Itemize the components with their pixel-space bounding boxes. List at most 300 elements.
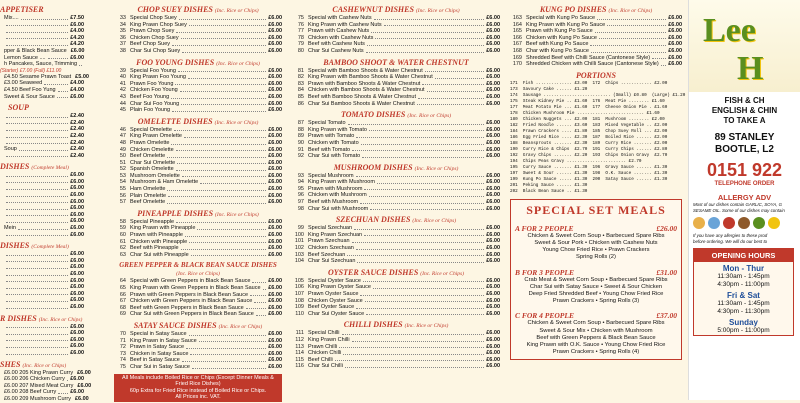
menu-item-name: Beef Chilli [308,356,333,363]
menu-item-name: Shredded Beef with Chilli Sauce (Cantonese Style) [526,54,651,61]
menu-item [292,147,500,154]
dot-leader [369,192,485,197]
set-meal-line: Prawn Crackers • Spring Rolls (3) [552,298,640,305]
menu-item-name: Ham Omelette [130,186,166,193]
menu-item-price: £6.00 [268,311,282,318]
menu-item-number: 75 [119,363,126,370]
menu-item-name: Spanish Omelette [130,166,174,173]
menu-item-price: £6.00 [486,258,500,265]
menu-item-number: 96 [297,192,304,199]
menu-item-price: £6.00 [486,87,500,94]
menu-item-name: Prawn Szechuan [308,238,350,245]
menu-item [0,73,89,81]
section-title-omelette: OMELETTE DISHES (Inc. Rice or Chips) [137,116,259,126]
menu-item-price: £4.00 [70,80,84,87]
menu-item [292,330,500,337]
menu-item-price: £6.00 [668,54,682,61]
menu-item [0,343,84,350]
dot-leader [182,173,266,178]
section-title-chilli: CHILLI DISHES (Inc. Rice or Chips) [343,320,449,330]
menu-item [510,41,682,48]
dot-leader [18,225,68,230]
menu-item-price: £4.20 [70,41,84,48]
set-meal-label: A FOR 2 PEOPLE [515,223,574,233]
menu-item-number: 36 [119,34,126,41]
menu-item-name: Prawn Omelette [130,139,170,146]
menu-item-name: Special Foo Young [130,67,176,74]
menu-item-name: Chicken Foo Young [130,87,178,94]
menu-item-name: Special with Cashew Nuts [308,15,372,21]
menu-item [114,81,282,88]
menu-item-number: 72 [119,344,126,351]
menu-item-number: 111 [295,330,304,337]
menu-item-price: £6.00 [70,389,84,396]
menu-item-name: King Prawn with Kung Po Sauce [526,21,606,28]
green-pepper-list [114,278,282,318]
menu-item-price: £6.00 [70,303,84,310]
menu-item [0,258,84,265]
menu-item-number: 65 [119,285,126,291]
portion-row: 202 Black Bean Sauce .. £1.30 [510,188,588,194]
menu-item [510,61,682,68]
menu-item [0,284,84,291]
dot-leader [377,179,484,184]
menu-item-number: 74 [119,357,126,364]
menu-item-name: Char Sui Szechuan [308,258,356,265]
menu-item-number: 48 [119,139,126,146]
menu-item-number: 92 [297,153,304,160]
menu-item [114,245,282,252]
menu-item-name: Prawn with Green Peppers in Black Bean Sauce [130,291,249,298]
menu-item-number: 35 [119,28,126,35]
allergy-icons [689,213,800,233]
menu-item [292,363,500,370]
dot-leader [192,364,266,369]
set-meal-header [515,311,677,320]
menu-item-name: £3.00 Seaweed [4,80,43,87]
menu-item-number: 90 [297,139,304,146]
menu-item-price: £6.00 [486,231,500,238]
menu-item-name: Chicken Szechuan [308,245,354,252]
dot-leader [189,331,267,336]
menu-item [292,28,500,35]
menu-item-number: 100 [294,231,304,238]
menu-item [0,41,84,48]
dot-leader [360,199,484,204]
menu-item-price: £6.00 [70,21,84,28]
logo-text-h: H [737,50,764,87]
menu-item-price: £6.00 [268,87,282,94]
phone-subtitle: TELEPHONE ORDER [714,181,775,187]
set-meal-line: Prawn Crackers • Spring Rolls (4) [552,349,640,356]
menu-item-price: £2.40 [70,126,84,133]
menu-item-number: 46 [119,126,126,133]
menu-item-price: £6.00 [268,153,282,160]
menu-item-number: 67 [119,298,126,305]
dot-leader [6,22,68,27]
menu-item-price: £6.00 [70,251,84,258]
dot-leader [352,147,484,152]
menu-item-name: Mushroom & Ham Omelette [130,179,199,186]
menu-item [114,133,282,140]
section-title-cashew: CASHEWNUT DISHES (Inc. Rice or Chips) [332,5,460,14]
menu-item-price: £6.00 [70,185,84,192]
dot-leader [335,357,484,362]
menu-item-number: 66 [119,291,126,298]
allergen-icon [693,217,705,229]
menu-item-name: King Prawn Foo Young [130,74,186,81]
dot-leader [6,212,68,217]
menu-item-name: Char Sui Bamboo Shoots & Water Chestnut [308,100,415,107]
menu-item-price: £6.00 [268,238,282,245]
menu-item-price: £6.00 [70,336,84,343]
dot-leader [6,199,68,204]
menu-item-number: 166 [512,34,522,41]
dot-leader [176,147,267,152]
menu-item [114,41,282,48]
menu-item-price: £6.00 [486,139,500,146]
menu-item-number: 116 [295,363,304,370]
dot-leader [6,153,68,158]
appetiser-note: (Starter) £7.00 (Full) £11.00 [0,67,62,74]
menu-item-price: £6.00 [486,153,500,160]
menu-item [292,192,500,199]
menu-item [114,166,282,173]
menu-item-number: 78 [297,34,304,41]
hours-time: 11:30am - 1:45pm [717,300,770,307]
menu-item-price: £6.00 [268,291,282,298]
dot-leader [366,48,485,53]
menu-item-price: £6.00 [486,350,500,357]
menu-item [292,15,500,22]
meals-footer-note [114,374,282,402]
menu-item-price: £6.00 [486,225,500,232]
cashew-list [292,15,500,55]
dot-leader [176,166,267,171]
dishes-list-2 [0,251,84,310]
menu-item-name: h Pancakes, Sauce, Trimming [4,61,78,68]
allergen-icon [708,217,720,229]
menu-item [114,199,282,206]
menu-item-name: Special Chop Suey [130,15,177,21]
menu-item-price: £6.00 [486,185,500,192]
menu-item-price: £6.00 [268,357,282,364]
menu-item [114,87,282,94]
menu-item-price: £6.00 [268,285,282,291]
section-title-portions: PORTIONS [575,70,616,80]
menu-item-price: £6.00 [268,350,282,357]
menu-item-number: 52 [119,166,126,173]
menu-item-name: Special in Satay Sauce [130,330,187,337]
menu-item-name: Prawn with Tomato [308,133,355,140]
menu-item-name: Chicken Omelette [130,146,174,153]
menu-item-number: 170 [512,61,522,68]
dot-leader [6,232,68,237]
menu-item-name: Beef with Green Peppers in Black Bean Sauce [130,304,244,311]
menu-item-number: 73 [119,350,126,357]
menu-item-price: £6.00 [70,343,84,350]
menu-item-price: £6.00 [268,232,282,239]
menu-item-number: 102 [294,245,304,252]
menu-item [292,120,500,127]
menu-item-price: £6.00 [74,395,89,402]
menu-item-name: Char Sui Foo Young [130,100,180,107]
menu-item-price: £6.00 [668,34,682,41]
menu-item [0,146,84,153]
dot-leader [347,252,484,257]
menu-item-name: Beef Omelette [130,199,166,206]
menu-item-name: Char Sui in Satay Sauce [130,363,190,370]
menu-item-number: 115 [295,356,304,363]
dot-leader [57,94,68,99]
menu-item [114,160,282,167]
dot-leader [6,343,68,348]
menu-item [292,81,500,88]
menu-item-name: Chicken with Mushroom [308,192,367,199]
section-title-mushroom: MUSHROOM DISHES (Inc. Rice or Chips) [333,162,459,172]
menu-item [0,291,84,298]
satay-list [114,331,282,371]
menu-item-price: £6.00 [486,284,500,291]
menu-item-number: 88 [297,126,304,133]
menu-item-number: 75 [297,15,304,21]
menu-item-number: 34 [119,21,126,28]
menu-item [292,298,500,305]
menu-item-number: 59 [119,225,126,232]
foo-young-list [114,68,282,114]
menu-item [114,239,282,246]
menu-item [0,48,84,55]
dot-leader [360,291,484,296]
dot-leader [250,292,266,297]
dot-leader [177,160,266,165]
section-title-foo-young: FOO YOUNG DISHES (Inc. Rice or Chips) [136,57,260,67]
menu-item [114,292,282,299]
set-meals-list [515,224,677,357]
menu-item-price: £6.00 [268,107,282,114]
menu-item-price: £6.00 [268,41,282,48]
footer-line-2: 60p Extra for Fried Rice instead of Boiled Rice or Chips. [129,387,267,394]
menu-item [0,153,84,160]
menu-item-price: £6.00 [486,205,500,212]
dot-leader [191,252,267,257]
menu-item [114,278,282,285]
menu-item-name: Special Omelette [130,126,172,133]
oyster-list [292,278,500,318]
menu-item-name: Char Sui with Pineapple [130,251,189,258]
allergy-title: ALLERGY ADV [717,193,772,202]
section-title-appetiser: APPETISER [0,5,44,14]
menu-item-name: Plain Omelette [130,192,167,199]
menu-item-number: 54 [119,179,126,186]
menu-item-name: King Prawn with Tomato [308,126,367,133]
dot-leader [339,344,484,349]
menu-item [0,61,84,68]
menu-item-price: £6.00 [70,323,84,330]
menu-item-name: Special Chilli [308,330,340,337]
menu-item-number: 57 [119,199,126,206]
set-meal-line: Sweet & Sour Mix • Chicken with Mushroom [539,327,653,334]
menu-item [292,238,500,245]
menu-item-number: 69 [119,311,126,318]
menu-item-price: £6.00 [268,166,282,173]
menu-item-price: £6.00 [268,192,282,199]
menu-item-price: £6.00 [70,330,84,337]
menu-item [0,251,84,258]
menu-item [0,382,92,390]
menu-item-name: Prawn in Satay Sauce [130,344,185,351]
menu-item [114,35,282,42]
dot-leader [252,278,266,283]
menu-item-number: 164 [512,21,522,28]
menu-item [114,140,282,147]
set-meal-line: Young Chow Fried Rice • Prawn Crackers [542,247,650,254]
dot-leader [181,35,267,40]
chop-suey-list [114,15,282,55]
menu-item-number: 104 [294,258,304,265]
menu-item-name: Char Sui with Mushroom [308,205,369,212]
logo-text-lee: Lee [703,12,756,49]
menu-item-number: 168 [512,47,522,54]
menu-item-price: £6.00 [70,54,84,61]
menu-item [114,22,282,29]
menu-item [292,140,500,147]
dot-leader [6,324,68,329]
dot-leader [597,15,666,20]
szechuan-list [292,225,500,265]
menu-item [114,219,282,226]
menu-item-price: £6.00 [486,363,500,370]
menu-item [0,369,91,377]
footer-line-1: All Meals include Boiled Rice or Chips (Except Dinner Meals & Fried Rice Dishes) [122,374,274,388]
menu-item-number: 101 [294,238,304,245]
menu-column-1 [0,0,92,402]
portion-row: 180 Chicken Nuggets ... £2.00 181 Mushroom ........ £2.00 [510,116,665,122]
shes-list [0,369,92,403]
logo [689,0,800,92]
dot-leader [6,140,68,145]
dot-leader [167,186,266,191]
dot-leader [6,278,68,283]
tagline-line-2: ENGLISH & CHIN [711,106,778,115]
menu-item-number: 99 [297,225,304,232]
menu-item-price: £6.00 [486,245,500,252]
menu-item-number: 61 [119,238,126,245]
info-column [688,0,800,400]
menu-item-price: £6.00 [70,198,84,205]
set-meal-line: Crab Meat & Sweet Corn Soup • Barbecued Spare Ribs [524,276,668,283]
menu-item-price: £6.00 [268,186,282,193]
set-meal-price: £37.00 [656,311,677,321]
menu-item-number: 80 [297,47,304,54]
menu-item-number: 70 [119,330,126,337]
allergy-text-2 [689,233,800,244]
dot-leader [179,15,266,20]
menu-item [114,94,282,101]
dot-leader [58,87,69,92]
menu-item-price: £6.00 [268,344,282,351]
mushroom-list [292,173,500,213]
set-meal-line: Deep Fried Shredded Beef • Young Chow Fried Rice [528,290,664,297]
menu-item-number: 42 [119,87,126,94]
menu-item-number: 82 [297,74,304,81]
menu-item-name: £6.00 208 Beef Curry [4,389,57,396]
menu-item-name: King Prawn with Cashew Nuts [308,21,382,28]
menu-item-price: £6.00 [268,304,282,311]
menu-column-3 [290,0,502,400]
menu-item-name: King Prawn Omelette [130,133,182,140]
menu-item [292,311,500,318]
menu-column-4 [508,0,684,400]
dot-leader [184,133,266,138]
menu-item-number: 163 [512,15,522,21]
menu-item-price: £6.00 [486,100,500,107]
dot-leader [6,291,68,296]
dot-leader [6,113,68,118]
menu-item-price: £6.00 [268,251,282,258]
special-set-meals-title: SPECIAL SET MEALS [526,202,666,217]
dot-leader [369,127,484,132]
menu-item-price: £6.00 [268,34,282,41]
dot-leader [254,298,266,303]
hours-day: Sunday [729,318,758,327]
menu-item [114,48,282,55]
menu-item-price: £6.00 [268,47,282,54]
menu-item-price: £6.00 [486,41,500,48]
menu-item-name: Chicken Oyster Sauce [308,297,363,304]
portion-row: 188 Beansprouts ....... £2.30 189 Curry Rice ....... £2.00 [510,140,668,146]
menu-item-name: Prawn Chilli [308,343,338,350]
dot-leader [171,94,266,99]
dot-leader [172,107,266,112]
dot-leader [6,126,68,131]
dot-leader [356,304,484,309]
menu-item [292,245,500,252]
menu-item-name: Beef with Bamboo Shoots & Water Chestnut [308,93,417,100]
section-title-tomato: TOMATO DISHES (Inc. Rice or Chips) [340,110,452,120]
menu-item [114,338,282,345]
menu-item-price: £6.00 [268,245,282,252]
portion-row: 192 Gravy Chips ....... £2.20 193 Chips Onion Gravy £2.70 [510,152,668,158]
menu-item-price: £2.40 [70,119,84,126]
menu-item [0,337,84,344]
set-meal-line: Spring Rolls (2) [576,254,616,261]
menu-item [292,173,500,180]
portion-row: 182 Fried Noodle ...... £3.60 183 Mixed Vegetable .. £2.00 [510,122,668,128]
dot-leader [6,35,68,40]
menu-item-name: King Prawn Szechuan [308,231,363,238]
dot-leader [370,206,484,211]
menu-item-price: £6.00 [486,199,500,206]
menu-item-name: Prawn with Cashew Nuts [308,28,370,35]
dot-leader [176,219,266,224]
menu-item-price: £4.00 [70,28,84,35]
dot-leader [652,55,666,60]
dot-leader [363,278,484,283]
hours-time: 11:30am - 1:45pm [717,273,770,280]
menu-item-name: Chicken with Cashew Nuts [308,34,374,41]
pineapple-list [114,219,282,259]
menu-item [292,278,500,285]
menu-item-name: Mix.... [4,15,19,21]
menu-item-name: Beef Oyster Sauce [308,304,355,311]
dot-leader [181,101,266,106]
dot-leader [357,258,484,263]
dot-leader [6,120,68,125]
dot-leader [6,251,68,256]
dot-leader [182,357,266,362]
opening-hours-list [694,264,793,335]
